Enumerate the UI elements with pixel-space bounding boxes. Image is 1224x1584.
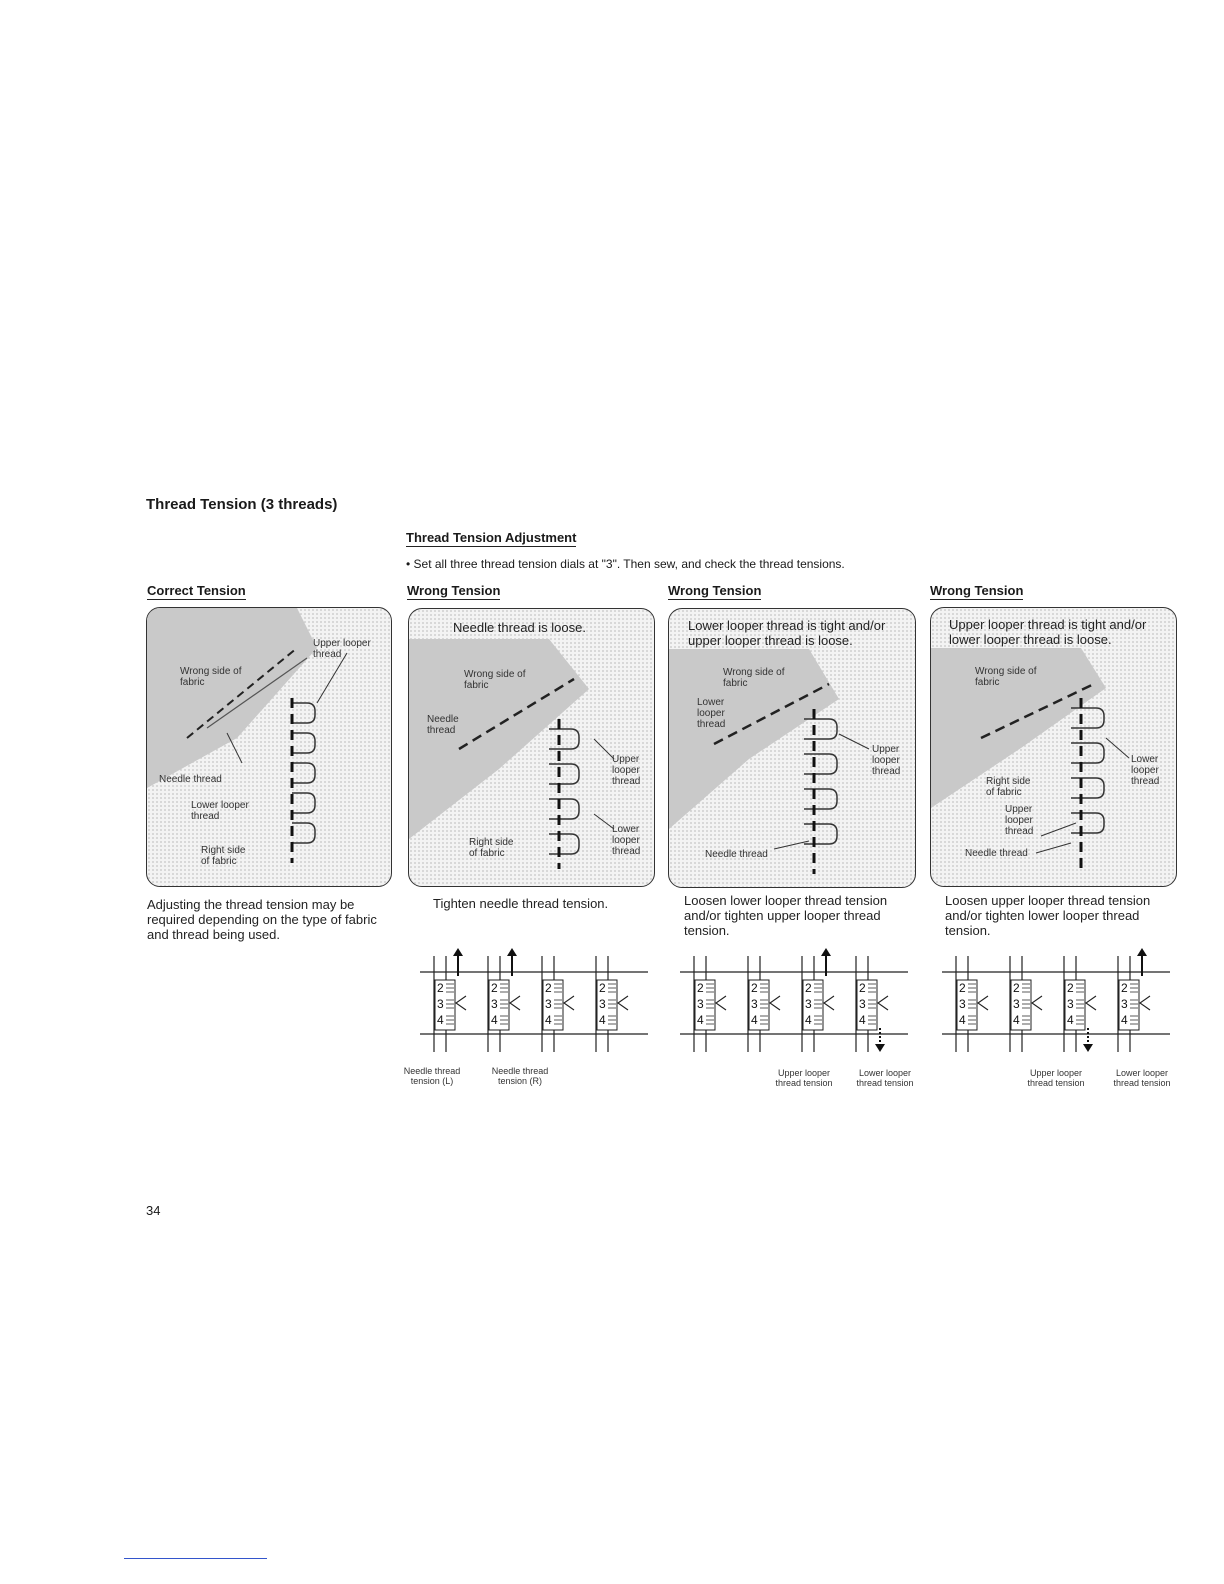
illustration-needle-loose (408, 608, 655, 887)
dial-number: 4 (1013, 1013, 1020, 1027)
dial-number: 2 (437, 981, 444, 995)
dial-number: 2 (805, 981, 812, 995)
arrow-down-icon (875, 1028, 885, 1052)
heading-wrong-tension-3: Wrong Tension (930, 583, 1024, 598)
label-lower-looper: Lower looper thread (1131, 754, 1160, 787)
tension-dials-col4 (942, 948, 1172, 1058)
heading-wrong-tension-2: Wrong Tension (668, 583, 762, 598)
tension-dial (956, 956, 988, 1052)
dial-number: 4 (599, 1013, 606, 1027)
illustration-upper-looper-tight (930, 607, 1177, 887)
tension-dial (434, 948, 466, 1052)
sub-title: Thread Tension Adjustment (406, 530, 577, 545)
dial-label-needle-l: Needle thread tension (L) (403, 1066, 461, 1086)
caption-col2: Tighten needle thread tension. (433, 896, 609, 911)
page-number: 34 (146, 1203, 161, 1218)
label-right-side: Right side of fabric (201, 845, 246, 867)
dial-number: 3 (1013, 997, 1020, 1011)
dial-number: 4 (491, 1013, 498, 1027)
dial-number: 3 (697, 997, 704, 1011)
dial-number: 2 (599, 981, 606, 995)
problem-text: Needle thread is loose. (453, 620, 586, 635)
dial-number: 3 (437, 997, 444, 1011)
caption-correct: Adjusting the thread tension may be required depending on the type of fabric and thread being used. (147, 897, 377, 942)
dial-number: 2 (491, 981, 498, 995)
tension-dial (542, 956, 574, 1052)
instruction-text: • Set all three thread tension dials at "3". Then sew, and check the thread tensions. (406, 557, 845, 571)
dial-label-upper-looper: Upper looper thread tension (775, 1068, 833, 1088)
tension-dial (856, 956, 888, 1052)
dial-number: 4 (805, 1013, 812, 1027)
tension-dial (748, 956, 780, 1052)
dial-pointer (510, 996, 520, 1010)
dial-number: 2 (1013, 981, 1020, 995)
dial-number: 3 (751, 997, 758, 1011)
dial-pointer (716, 996, 726, 1010)
tension-dial (1010, 956, 1042, 1052)
dial-number: 4 (859, 1013, 866, 1027)
dial-pointer (564, 996, 574, 1010)
problem-text: Upper looper thread is tight and/or lower looper thread is loose. (949, 617, 1147, 647)
dial-pointer (1140, 996, 1150, 1010)
tension-dial (694, 956, 726, 1052)
stitch-illustration (931, 608, 1176, 886)
label-lower-looper: Lower looper thread (191, 800, 249, 822)
caption-col4: Loosen upper looper thread tension and/or tighten lower looper thread tension. (945, 893, 1151, 938)
label-wrong-side: Wrong side of fabric (723, 667, 785, 689)
dial-pointer (1032, 996, 1042, 1010)
dial-number: 2 (859, 981, 866, 995)
tension-dial (488, 948, 520, 1052)
dial-number: 2 (1067, 981, 1074, 995)
caption-col3: Loosen lower looper thread tension and/or tighten upper looper thread tension. (684, 893, 888, 938)
label-wrong-side: Wrong side of fabric (975, 666, 1037, 688)
label-upper-looper: Upper looper thread (313, 638, 371, 660)
label-right-side: Right side of fabric (986, 776, 1031, 798)
label-upper-looper: Upper looper thread (1005, 804, 1034, 837)
label-wrong-side: Wrong side of fabric (464, 669, 526, 691)
dial-label-lower-looper: Lower looper thread tension (856, 1068, 914, 1088)
label-needle-thread: Needle thread (965, 848, 1028, 859)
tension-dial (1118, 948, 1150, 1052)
dial-number: 2 (959, 981, 966, 995)
dial-number: 4 (545, 1013, 552, 1027)
dial-pointer (770, 996, 780, 1010)
dial-pointer (878, 996, 888, 1010)
footer-rule (124, 1558, 267, 1559)
heading-wrong-tension-1: Wrong Tension (407, 583, 501, 598)
problem-text: Lower looper thread is tight and/or upper looper thread is loose. (688, 618, 886, 648)
dial-number: 3 (599, 997, 606, 1011)
dial-number: 3 (959, 997, 966, 1011)
dial-label-upper-looper: Upper looper thread tension (1027, 1068, 1085, 1088)
tension-dial (596, 956, 628, 1052)
dial-number: 3 (491, 997, 498, 1011)
tension-dial (1064, 956, 1096, 1052)
dial-number: 3 (1067, 997, 1074, 1011)
label-upper-looper: Upper looper thread (872, 744, 901, 777)
dial-number: 4 (1067, 1013, 1074, 1027)
dial-number: 4 (697, 1013, 704, 1027)
dial-pointer (824, 996, 834, 1010)
dial-label-lower-looper: Lower looper thread tension (1113, 1068, 1171, 1088)
label-right-side: Right side of fabric (469, 837, 514, 859)
label-needle-thread: Needle thread (159, 774, 222, 785)
illustration-lower-looper-tight (668, 608, 916, 888)
heading-correct-tension: Correct Tension (147, 583, 246, 598)
dial-number: 4 (959, 1013, 966, 1027)
dial-number: 3 (545, 997, 552, 1011)
tension-dials-col3 (680, 948, 910, 1058)
dial-number: 2 (1121, 981, 1128, 995)
dial-number: 3 (805, 997, 812, 1011)
dial-number: 4 (1121, 1013, 1128, 1027)
dial-number: 2 (751, 981, 758, 995)
arrow-down-icon (1083, 1028, 1093, 1052)
dial-number: 2 (697, 981, 704, 995)
dial-number: 4 (751, 1013, 758, 1027)
dial-label-needle-r: Needle thread tension (R) (491, 1066, 549, 1086)
tension-dials-col2 (420, 948, 650, 1058)
label-wrong-side: Wrong side of fabric (180, 666, 242, 688)
dial-number: 2 (545, 981, 552, 995)
label-lower-looper: Lower looper thread (612, 824, 641, 857)
label-lower-looper: Lower looper thread (697, 697, 726, 730)
dial-pointer (1086, 996, 1096, 1010)
dial-number: 4 (437, 1013, 444, 1027)
label-needle-thread: Needle thread (427, 714, 459, 736)
label-upper-looper: Upper looper thread (612, 754, 641, 787)
dial-number: 3 (1121, 997, 1128, 1011)
tension-dial (802, 948, 834, 1052)
dial-number: 3 (859, 997, 866, 1011)
illustration-correct-tension (146, 607, 392, 887)
label-needle-thread: Needle thread (705, 849, 768, 860)
dial-pointer (618, 996, 628, 1010)
dial-pointer (978, 996, 988, 1010)
section-title: Thread Tension (3 threads) (146, 496, 338, 513)
dial-pointer (456, 996, 466, 1010)
